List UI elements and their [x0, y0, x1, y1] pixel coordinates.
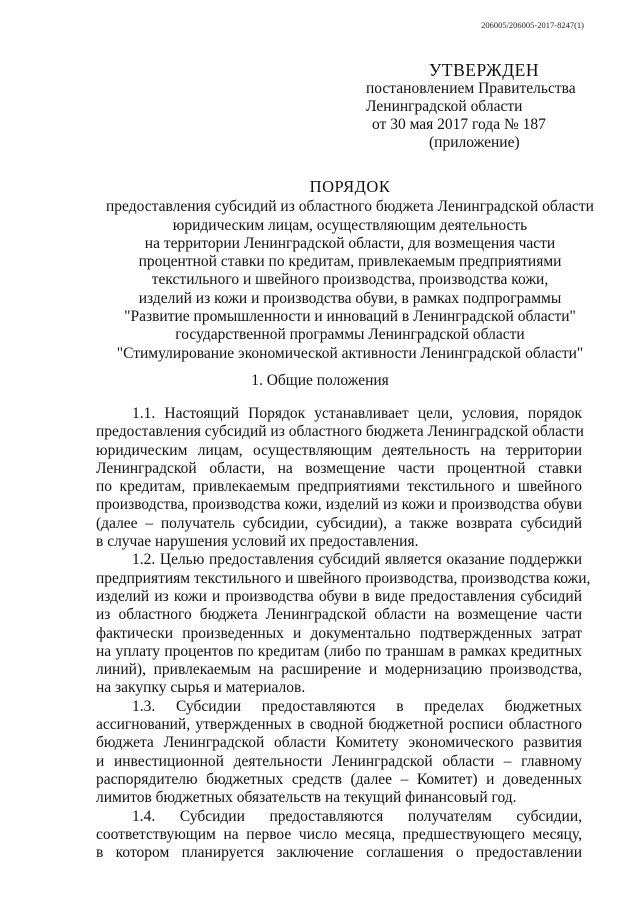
paragraph-1-4 [96, 808, 582, 863]
paragraph-line: бюджета Ленинградской области Комитету экономического развития [96, 734, 582, 752]
heading-line: текстильного и швейного производства, производства кожи, [151, 271, 549, 289]
heading-line: изделий из кожи и производства обуви, в рамках подпрограммы [138, 289, 562, 307]
approval-line: от 30 мая 2017 года № 187 [372, 116, 546, 133]
paragraph-line: в котором планируется заключение соглашения о предоставлении [96, 844, 582, 862]
paragraph-line: 1.3. Субсидии предоставляются в пределах бюджетных [132, 697, 582, 715]
document-heading [60, 178, 640, 363]
paragraph-line: 1.1. Настоящий Порядок устанавливает цели, условия, порядок [132, 405, 582, 422]
paragraph-line: предоставления субсидий из областного бюджета Ленинградской области [96, 423, 584, 441]
paragraph-line: (далее – получатель субсидии, субсидии), а также возврата субсидий [96, 514, 582, 532]
paragraph-line: предприятиям текстильного и швейного производства, производства кожи, [96, 569, 591, 587]
heading-line: "Развитие промышленности и инноваций в Ленинградской области" [124, 308, 576, 326]
approval-title: УТВЕРЖДЕН [429, 60, 540, 80]
paragraph-line: соответствующим на первое число месяца, предшествующего месяцу, [96, 825, 582, 843]
paragraph-line: 1.4. Субсидии предоставляются получателям субсидии, [132, 807, 582, 825]
approval-line: (приложение) [429, 134, 520, 151]
paragraph-line: юридическим лицам, осуществляющим деятельность на территории [96, 441, 582, 459]
paragraph-1-1 [96, 405, 582, 551]
document-number: 206005/206005-2017-8247(1) [481, 20, 584, 30]
document-body [96, 405, 591, 862]
heading-line: процентной ставки по кредитам, привлекаемым предприятиями [138, 253, 562, 271]
heading-line: на территории Ленинградской области, для возмещения части [144, 234, 556, 252]
paragraph-line: изделий из кожи и производства обуви в виде предоставления субсидий [96, 587, 582, 605]
paragraph-line: по кредитам, привлекаемым предприятиями текстильного и швейного [96, 478, 582, 496]
heading-line: "Стимулирование экономической активности Ленинградской области" [116, 344, 584, 362]
paragraph-line: фактически произведенных и документально подтвержденных затрат [96, 624, 582, 642]
paragraph-line: ассигнований, утвержденных в сводной бюджетной росписи областного [96, 716, 582, 734]
approval-line: Ленинградской области [366, 98, 523, 115]
paragraph-line: на закупку сырья и материалов. [96, 679, 306, 697]
paragraph-line: в случае нарушения условий их предоставления. [96, 533, 419, 551]
paragraph-line: распорядителю бюджетных средств (далее – Комитет) и доведенных [96, 770, 582, 788]
paragraph-line: и инвестиционной деятельности Ленинградской области – главному [96, 752, 582, 770]
heading-line: юридическим лицам, осуществляющим деятельность [172, 216, 528, 234]
heading-title: ПОРЯДОК [309, 177, 391, 196]
paragraph-line: линий), привлекаемым на расширение и модернизацию производства, [96, 661, 582, 679]
paragraph-line: производства, производства кожи, изделий из кожи и производства обуви [96, 496, 582, 514]
heading-line: предоставления субсидий из областного бюджета Ленинградской области [106, 198, 594, 216]
section-title: 1. Общие положения [251, 372, 389, 389]
paragraph-line: 1.2. Целью предоставления субсидий является оказание поддержки [132, 551, 582, 569]
paragraph-line: лимитов бюджетных обязательств на текущий финансовый год. [96, 789, 517, 807]
paragraph-line: из областного бюджета Ленинградской области на возмещение части [96, 606, 582, 624]
heading-line: государственной программы Ленинградской области [175, 326, 525, 344]
approval-line: постановлением Правительства [366, 80, 576, 97]
paragraph-line: на уплату процентов по кредитам (либо по траншам в рамках кредитных [96, 642, 582, 660]
paragraph-line: Ленинградской области, на возмещение части процентной ставки [96, 459, 582, 477]
paragraph-1-3 [96, 698, 582, 808]
approval-block [366, 60, 576, 152]
paragraph-1-2 [96, 551, 591, 697]
